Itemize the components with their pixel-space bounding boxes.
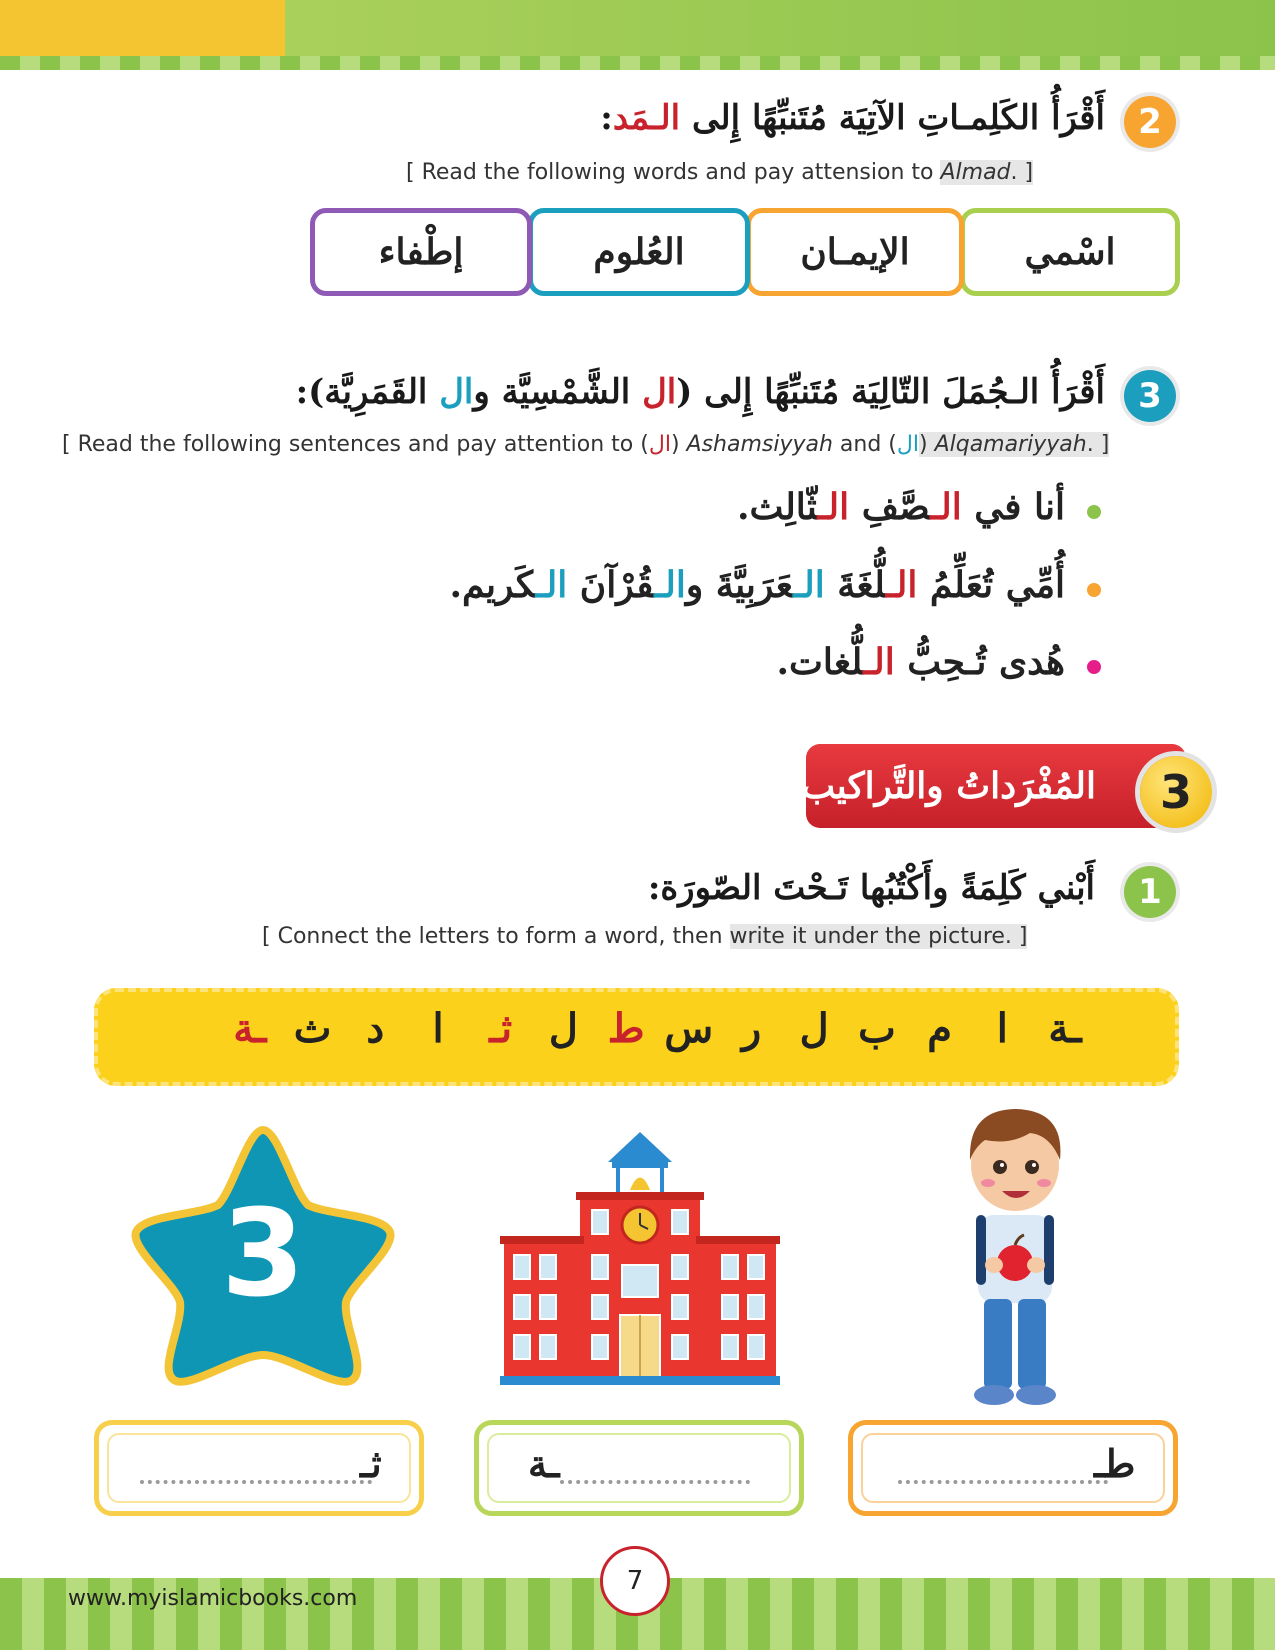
vocab-section-banner bbox=[801, 744, 1186, 828]
title-text: الشَّمْسِيَّة و bbox=[473, 372, 643, 412]
letter-tile[interactable]: ـة bbox=[233, 1005, 267, 1052]
letter-tile[interactable]: ـة bbox=[1048, 1005, 1082, 1052]
sentence-text: لُّغات. bbox=[776, 641, 864, 683]
page-number: 7 bbox=[600, 1546, 670, 1616]
subtitle-text: [ Read the following words and pay attension to bbox=[406, 160, 941, 185]
star-number: 3 bbox=[221, 1185, 305, 1324]
word-text: إطْفاء bbox=[378, 231, 464, 273]
al-highlight: الـ bbox=[817, 486, 850, 528]
sentence-text: عَرَبِيَّةَ و bbox=[685, 564, 794, 606]
answer-2-dots bbox=[560, 1450, 750, 1484]
letter-tile[interactable]: ط bbox=[607, 1005, 645, 1052]
sentence-text: ثّالِث. bbox=[736, 486, 818, 528]
letter-tile[interactable]: ث bbox=[293, 1005, 332, 1052]
letter-tile[interactable]: د bbox=[366, 1005, 385, 1052]
word-text: الإيمـان bbox=[800, 231, 910, 273]
answer-3-letter: طـ bbox=[1094, 1441, 1136, 1486]
title-highlight: الـمَد bbox=[612, 98, 681, 138]
subtitle-text: ) bbox=[670, 432, 687, 457]
subtitle-al-blue: ال bbox=[896, 432, 919, 457]
sentence-text: أُمِّي تُعَلِّمُ bbox=[917, 564, 1065, 606]
word-box-2 bbox=[746, 208, 964, 296]
subtitle-text: ) bbox=[919, 432, 935, 457]
footer-url[interactable]: www.myislamicbooks.com bbox=[68, 1586, 358, 1611]
header-green-band bbox=[285, 0, 1275, 56]
title-text: أَقْرَأُ الكَلِمـاتِ الآتِيَة مُتَنبِّهًا إِلى bbox=[680, 98, 1105, 138]
subtitle-text: ] bbox=[1011, 924, 1028, 949]
subtitle-text: . ] bbox=[1086, 432, 1110, 457]
letter-tile[interactable]: ب bbox=[858, 1005, 896, 1052]
answer-1-dots bbox=[140, 1450, 372, 1484]
subtitle-italic: Alqamariyyah bbox=[934, 432, 1087, 457]
section-2-badge: 2 bbox=[1124, 96, 1176, 148]
vocab-section-title: المُفْرَداتُ والتَّراكيب bbox=[801, 765, 1096, 807]
sentence-text: هُدى تُـحِبُّ bbox=[894, 641, 1065, 683]
title-text: : bbox=[600, 98, 613, 138]
sentence-text: صَّفِ bbox=[849, 486, 931, 528]
subtitle-italic: Almad bbox=[940, 160, 1011, 185]
word-box-4 bbox=[310, 208, 532, 296]
letter-tile[interactable]: م bbox=[927, 1005, 952, 1052]
subtitle-text: . ] bbox=[1010, 160, 1034, 185]
sentence-text: أنا في bbox=[961, 486, 1065, 528]
al-highlight: الـ bbox=[654, 564, 686, 606]
letter-tile[interactable]: ا bbox=[432, 1005, 444, 1052]
sentence-text: كَريم. bbox=[449, 564, 536, 606]
word-box-1 bbox=[960, 208, 1180, 296]
header-yellow-band bbox=[0, 0, 285, 56]
exercise-1-subtitle bbox=[262, 924, 1027, 949]
sentence-text: لُّغَةَ bbox=[824, 564, 886, 606]
al-highlight: الـ bbox=[885, 564, 918, 606]
subtitle-text: and ( bbox=[832, 432, 897, 457]
subtitle-text: [ Connect the letters to form a word, then bbox=[262, 924, 730, 949]
bullet-1 bbox=[1087, 505, 1101, 519]
letter-tile[interactable]: ل bbox=[548, 1005, 578, 1052]
word-text: العُلوم bbox=[593, 231, 685, 273]
exercise-1-title: أَبْني كَلِمَةً وأَكْتُبُها تَـحْتَ الصّورَة: bbox=[647, 868, 1095, 908]
exercise-1-badge: 1 bbox=[1124, 866, 1176, 918]
letter-tile[interactable]: ل bbox=[799, 1005, 829, 1052]
letter-tile[interactable]: ثـ bbox=[489, 1005, 513, 1052]
sentence-2 bbox=[449, 564, 1065, 606]
letter-tile[interactable]: ا bbox=[996, 1005, 1008, 1052]
sentence-1 bbox=[737, 486, 1065, 528]
section-3-badge: 3 bbox=[1124, 370, 1176, 422]
header-stripe bbox=[0, 56, 1275, 70]
answer-3-dots bbox=[898, 1450, 1108, 1484]
al-highlight: الـ bbox=[863, 641, 895, 683]
title-highlight-blue: ال bbox=[439, 372, 474, 412]
sentence-text: قُرْآنَ bbox=[567, 564, 655, 606]
subtitle-italic: Ashamsiyyah bbox=[686, 432, 833, 457]
vocab-section-badge: 3 bbox=[1140, 756, 1212, 828]
title-text: القَمَرِيَّة): bbox=[295, 372, 440, 412]
boy-picture bbox=[950, 1105, 1080, 1410]
answer-1-letter: ثـ bbox=[360, 1441, 382, 1486]
school-building-picture bbox=[500, 1130, 780, 1385]
subtitle-al-red: ال bbox=[648, 432, 671, 457]
section-2-subtitle bbox=[406, 160, 1033, 185]
title-highlight-red: ال bbox=[642, 372, 677, 412]
section-2-title bbox=[600, 98, 1105, 138]
section-3-title bbox=[296, 372, 1105, 412]
title-text: أَقْرَأُ الـجُمَلَ التّالِيَة مُتَنبِّهًا إِلى ( bbox=[676, 372, 1105, 412]
bullet-3 bbox=[1087, 660, 1101, 674]
letter-tile[interactable]: س bbox=[664, 1005, 714, 1052]
al-highlight: الـ bbox=[930, 486, 962, 528]
word-text: اسْمي bbox=[1024, 231, 1116, 273]
section-3-subtitle bbox=[62, 432, 1109, 457]
answer-2-letter: ـة bbox=[528, 1441, 560, 1486]
word-box-3 bbox=[528, 208, 750, 296]
star-three-picture bbox=[128, 1120, 398, 1390]
bullet-2 bbox=[1087, 583, 1101, 597]
al-highlight: الـ bbox=[535, 564, 568, 606]
letter-tile[interactable]: ر bbox=[741, 1005, 762, 1052]
sentence-3 bbox=[777, 641, 1066, 683]
subtitle-highlight: write it under the picture. bbox=[729, 924, 1012, 949]
al-highlight: الـ bbox=[793, 564, 825, 606]
subtitle-text: [ Read the following sentences and pay attention to ( bbox=[62, 432, 649, 457]
